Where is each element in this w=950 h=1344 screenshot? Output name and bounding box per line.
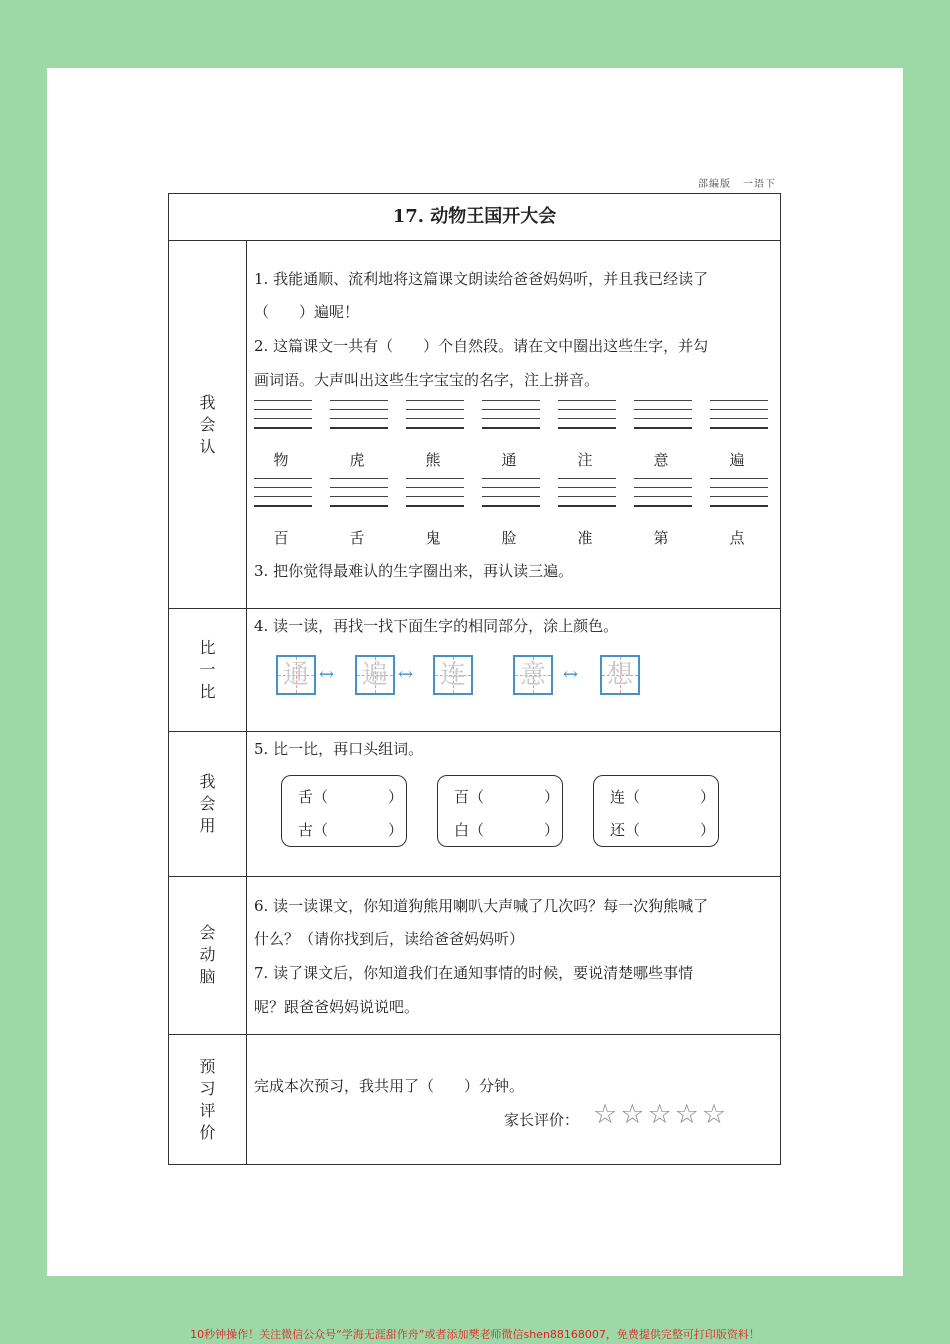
new-character: 物 bbox=[273, 451, 289, 469]
double-arrow-icon: ↔ bbox=[563, 664, 579, 685]
lesson-title: 17. 动物王国开大会 bbox=[392, 206, 557, 227]
footer-notice: 10秒钟操作！关注微信公众号“学海无涯甜作舟”或者添加樊老师微信shen88168007，免费提供完整可打印版资料！ bbox=[190, 1328, 760, 1341]
pinyin-writing-lines[interactable] bbox=[254, 400, 312, 429]
star-icon[interactable]: ☆ bbox=[620, 1099, 645, 1130]
new-character: 第 bbox=[653, 529, 669, 547]
worksheet-table bbox=[168, 193, 781, 1165]
question-7-line2: 呢？跟爸爸妈妈说说吧。 bbox=[254, 998, 420, 1016]
new-character: 鬼 bbox=[425, 529, 441, 547]
new-character: 准 bbox=[577, 529, 593, 547]
word-group-box bbox=[593, 775, 719, 847]
word-group-item: 还（ ） bbox=[610, 821, 716, 839]
pinyin-writing-lines[interactable] bbox=[254, 478, 312, 507]
pinyin-writing-lines[interactable] bbox=[330, 400, 388, 429]
compare-character: 意 bbox=[519, 660, 546, 690]
question-6-line2: 什么？（请你找到后，读给爸爸妈妈听） bbox=[254, 930, 525, 948]
word-group-item: 百（ ） bbox=[454, 788, 560, 806]
preview-time-text: 完成本次预习，我共用了（ ）分钟。 bbox=[254, 1077, 525, 1095]
row-divider bbox=[169, 1034, 780, 1035]
section-label-evaluate: 预 习 评 价 bbox=[199, 1057, 216, 1142]
question-1-line2: （ ）遍呢！ bbox=[254, 303, 360, 321]
pinyin-writing-lines[interactable] bbox=[558, 478, 616, 507]
new-character: 熊 bbox=[425, 451, 441, 469]
tianzige-character-box[interactable] bbox=[276, 655, 316, 695]
word-group-item: 白（ ） bbox=[454, 821, 560, 839]
question-6-line1: 6. 读一读课文，你知道狗熊用喇叭大声喊了几次吗？每一次狗熊喊了 bbox=[254, 897, 709, 915]
question-4: 4. 读一读，再找一找下面生字的相同部分，涂上颜色。 bbox=[254, 617, 619, 635]
row-divider bbox=[169, 240, 780, 241]
star-rating[interactable] bbox=[593, 1099, 729, 1130]
compare-character: 想 bbox=[606, 660, 633, 690]
parent-rating-label: 家长评价： bbox=[504, 1111, 580, 1129]
question-7-line1: 7. 读了课文后，你知道我们在通知事情的时候，要说清楚哪些事情 bbox=[254, 964, 694, 982]
section-label-compare: 比 一 比 bbox=[199, 638, 216, 701]
edition-label: 部编版 bbox=[698, 179, 731, 190]
compare-character: 遍 bbox=[361, 660, 388, 690]
grade-label: 一语下 bbox=[743, 179, 776, 190]
word-group-box bbox=[281, 775, 407, 847]
pinyin-writing-lines[interactable] bbox=[634, 400, 692, 429]
pinyin-writing-lines[interactable] bbox=[634, 478, 692, 507]
compare-character: 连 bbox=[439, 660, 466, 690]
word-group-item: 古（ ） bbox=[298, 821, 404, 839]
column-divider bbox=[246, 240, 247, 1164]
star-icon[interactable]: ☆ bbox=[701, 1099, 727, 1130]
new-character: 意 bbox=[653, 451, 669, 469]
compare-character: 通 bbox=[282, 660, 309, 690]
pinyin-writing-lines[interactable] bbox=[406, 400, 464, 429]
question-1-line1: 1. 我能通顺、流利地将这篇课文朗读给爸爸妈妈听，并且我已经读了 bbox=[254, 270, 709, 288]
question-3: 3. 把你觉得最难认的生字圈出来，再认读三遍。 bbox=[254, 562, 574, 580]
pinyin-writing-lines[interactable] bbox=[330, 478, 388, 507]
tianzige-character-box[interactable] bbox=[513, 655, 553, 695]
new-character: 脸 bbox=[501, 529, 517, 547]
word-group-item: 连（ ） bbox=[610, 788, 716, 806]
pinyin-writing-lines[interactable] bbox=[482, 400, 540, 429]
section-label-think: 会 动 脑 bbox=[199, 923, 216, 986]
new-character: 点 bbox=[729, 529, 745, 547]
question-2-line1: 2. 这篇课文一共有（ ）个自然段。请在文中圈出这些生字，并勾 bbox=[254, 337, 709, 355]
edition-tag bbox=[698, 175, 776, 190]
new-character: 虎 bbox=[349, 451, 365, 469]
new-character: 百 bbox=[273, 529, 289, 547]
question-5: 5. 比一比，再口头组词。 bbox=[254, 740, 424, 758]
section-label-use: 我 会 用 bbox=[199, 772, 216, 835]
question-2-line2: 画词语。大声叫出这些生字宝宝的名字，注上拼音。 bbox=[254, 371, 600, 389]
pinyin-writing-lines[interactable] bbox=[710, 478, 768, 507]
tianzige-character-box[interactable] bbox=[600, 655, 640, 695]
double-arrow-icon: ↔ bbox=[319, 664, 335, 685]
new-character: 注 bbox=[577, 451, 593, 469]
star-icon[interactable]: ☆ bbox=[593, 1099, 618, 1130]
word-group-box bbox=[437, 775, 563, 847]
double-arrow-icon: ↔ bbox=[398, 664, 414, 685]
star-icon[interactable]: ☆ bbox=[674, 1099, 699, 1130]
new-character: 通 bbox=[501, 451, 517, 469]
star-icon[interactable]: ☆ bbox=[647, 1099, 672, 1130]
tianzige-character-box[interactable] bbox=[355, 655, 395, 695]
pinyin-writing-lines[interactable] bbox=[710, 400, 768, 429]
section-label-recognize: 我 会 认 bbox=[199, 393, 216, 456]
word-group-item: 舌（ ） bbox=[298, 788, 404, 806]
tianzige-character-box[interactable] bbox=[433, 655, 473, 695]
new-character: 舌 bbox=[349, 529, 365, 547]
pinyin-writing-lines[interactable] bbox=[482, 478, 540, 507]
new-character: 遍 bbox=[729, 451, 745, 469]
pinyin-writing-lines[interactable] bbox=[558, 400, 616, 429]
row-divider bbox=[169, 876, 780, 877]
pinyin-writing-lines[interactable] bbox=[406, 478, 464, 507]
